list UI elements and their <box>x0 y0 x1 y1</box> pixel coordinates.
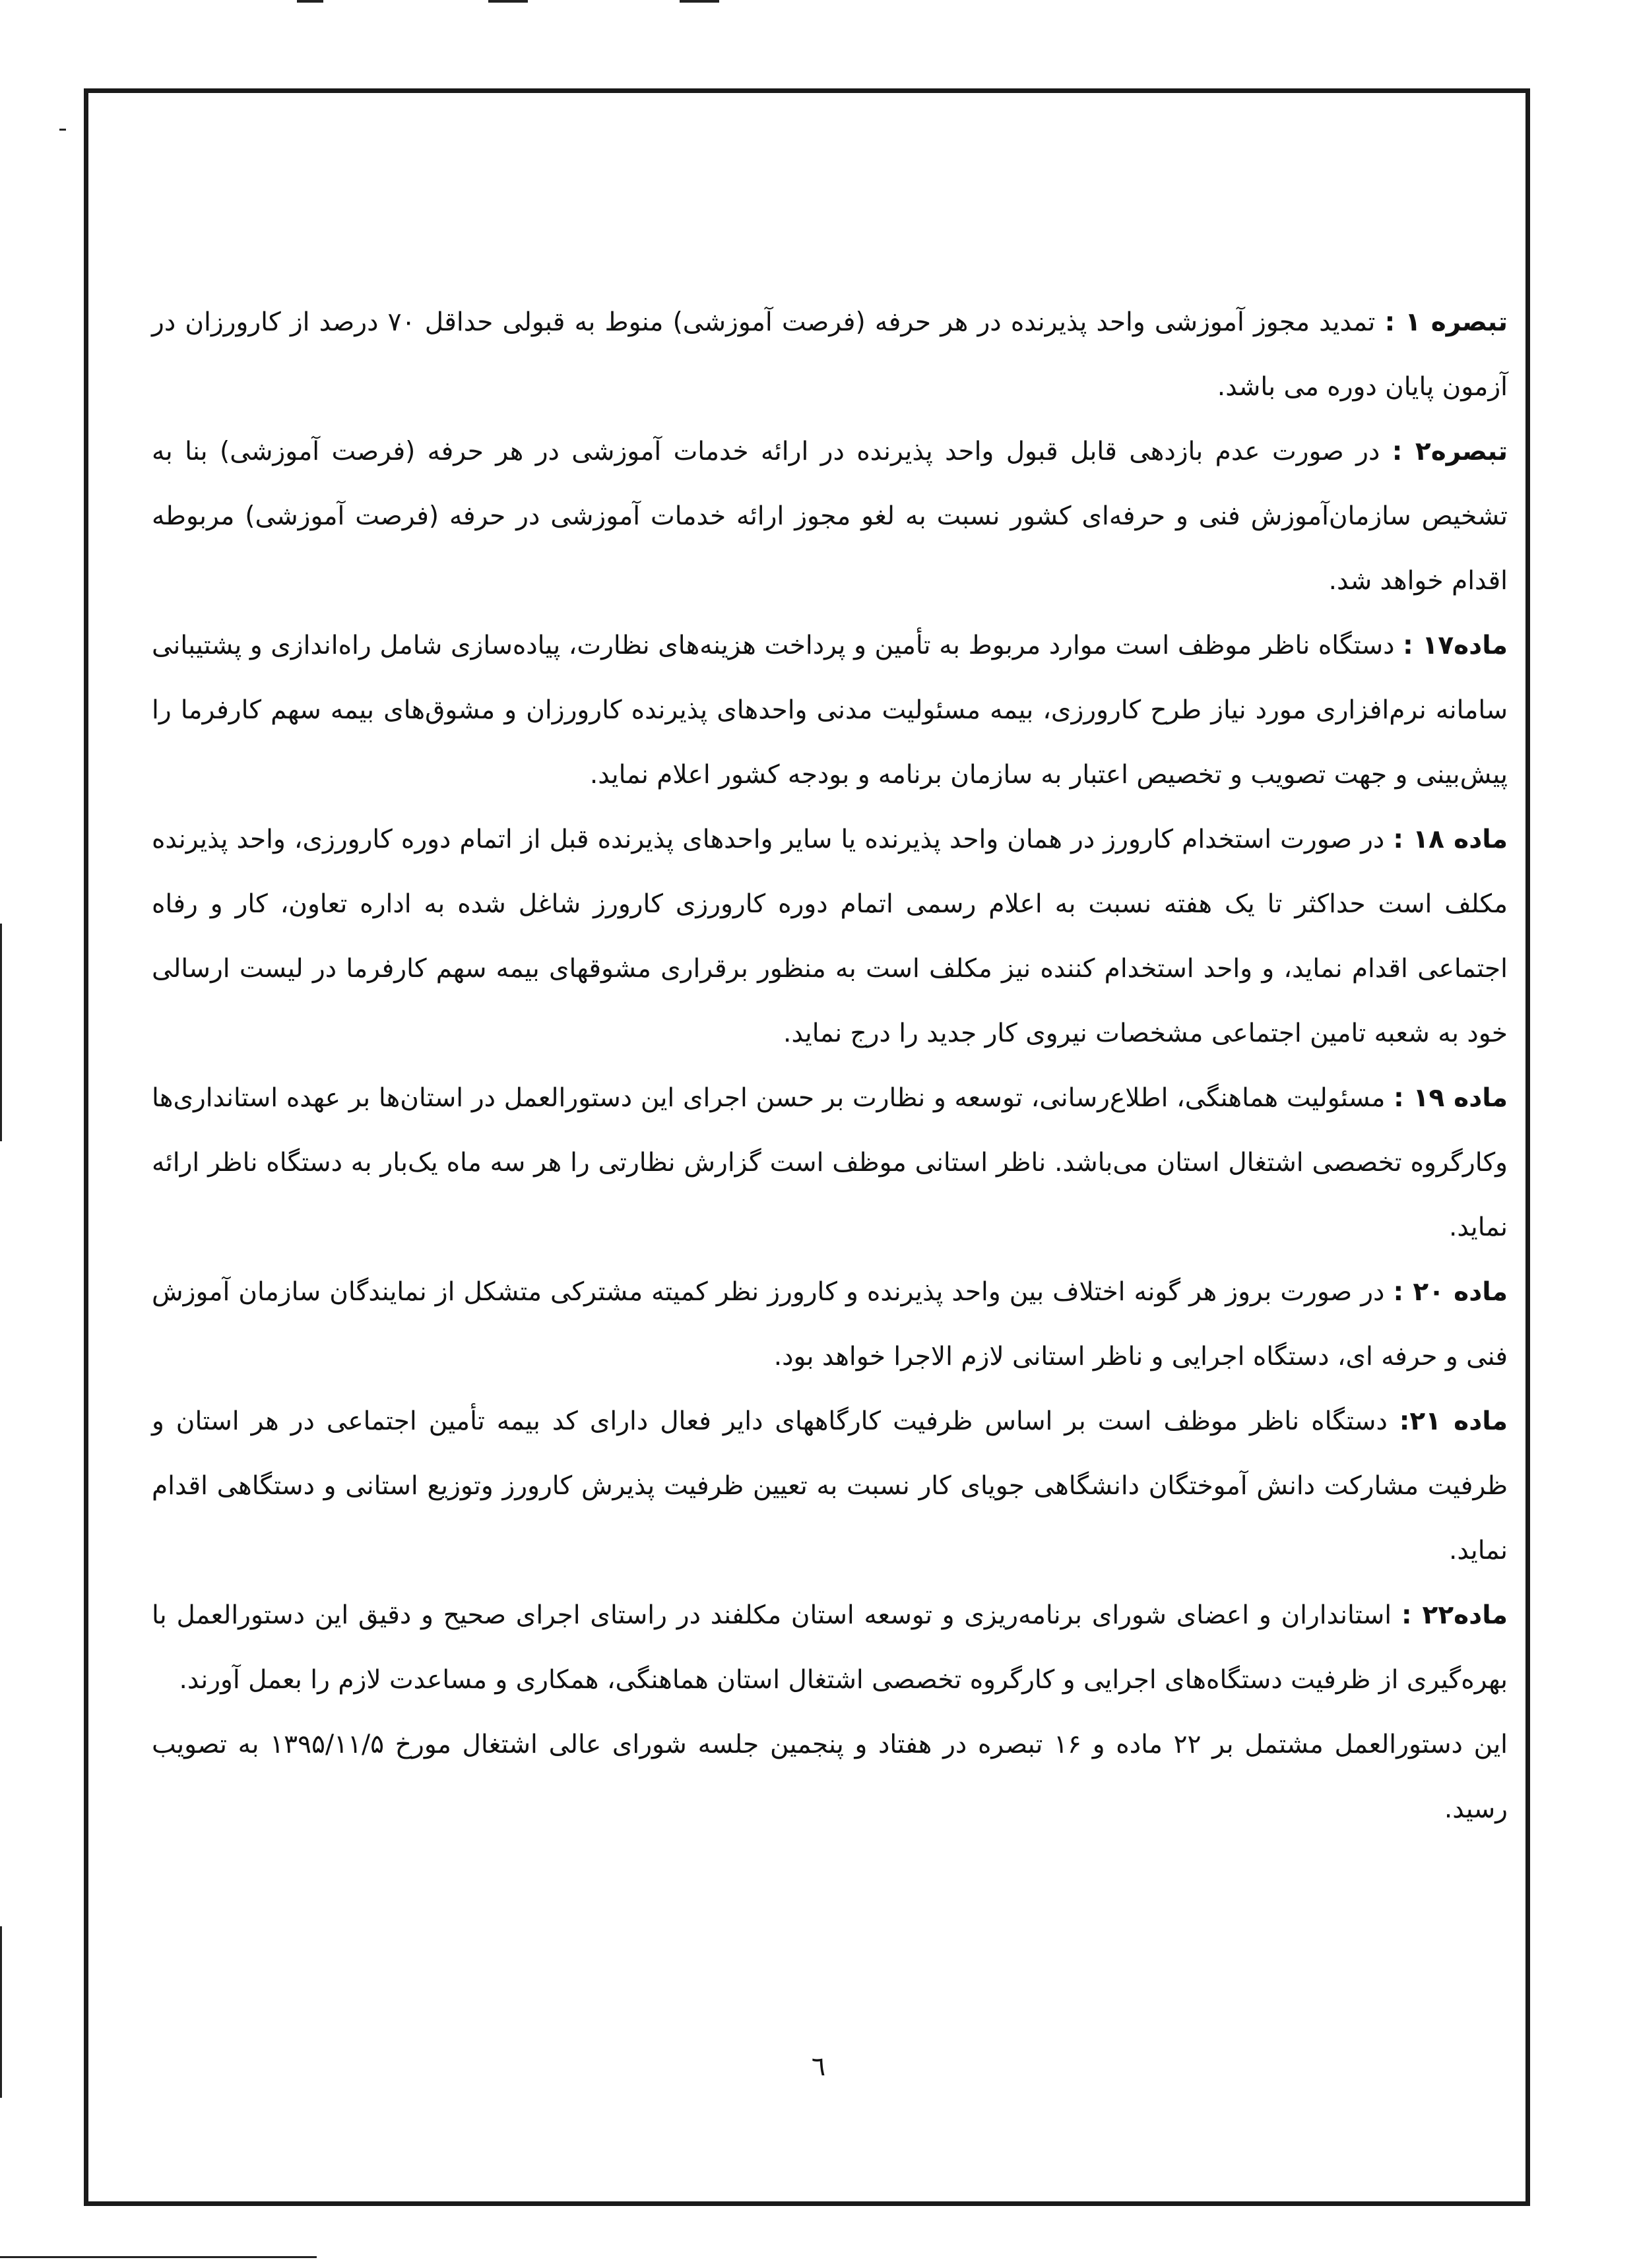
article-22 <box>152 1583 1508 1713</box>
article-19-text: مسئولیت هماهنگی، اطلاع‌رسانی، توسعه و نظارت بر حسن اجرای این دستورالعمل در استان‌ها بر عهده استانداری‌ها وکارگروه تخصصی اشتغال استان می‌باشد. ناظر استانی موظف است گزارش نظارتی را هر سه ماه یک‌بار به دستگاه ناظر ارائه نماید. <box>152 1083 1508 1242</box>
article-18 <box>152 807 1508 1066</box>
scan-mark-left <box>59 129 66 131</box>
article-19 <box>152 1066 1508 1260</box>
approval-statement-text: این دستورالعمل مشتمل بر ۲۲ ماده و ۱۶ تبصره در هفتاد و پنجمین جلسه شورای عالی اشتغال مورخ ۱۳۹۵/۱۱/۵ به تصویب رسید. <box>152 1730 1508 1824</box>
article-18-label: ماده ۱۸ : <box>1393 825 1508 854</box>
note-2 <box>152 420 1508 614</box>
article-18-text: در صورت استخدام کارورز در همان واحد پذیرنده یا سایر واحدهای پذیرنده قبل از اتمام دوره کارورزی، واحد پذیرنده مکلف است حداکثر تا یک هفته نسبت به اعلام رسمی اتمام دوره کارورزی کارورز شاغل شده به اداره تعاون، کار و رفاه اجتماعی اقدام نماید، و واحد استخدام کننده نیز مکلف است به منظور برقراری مشوقهای بیمه سهم کارفرما در لیست ارسالی خود به شعبه تامین اجتماعی مشخصات نیروی کار جدید را درج نماید. <box>152 825 1508 1048</box>
note-1-label: تبصره ۱ : <box>1384 307 1508 337</box>
scan-mark-left-edge-1 <box>0 924 2 1141</box>
approval-statement <box>152 1713 1508 1842</box>
article-22-label: ماده۲۲ : <box>1401 1600 1508 1630</box>
article-17-text: دستگاه ناظر موظف است موارد مربوط به تأمین و پرداخت هزینه‌های نظارت، پیاده‌سازی شامل راه‌اندازی و پشتیبانی سامانه نرم‌افزاری مورد نیاز طرح کارورزی، بیمه مسئولیت مدنی واحدهای پذیرنده کارورزان و مشوق‌های بیمه سهم کارفرما را پیش‌بینی و جهت تصویب و تخصیص اعتبار به سازمان برنامه و بودجه کشور اعلام نماید. <box>152 631 1508 790</box>
article-21-text: دستگاه ناظر موظف است بر اساس ظرفیت کارگاههای دایر فعال دارای کد بیمه تأمین اجتماعی در هر استان و ظرفیت مشارکت دانش آموختگان دانشگاهی جویای کار نسبت به تعیین ظرفیت پذیرش کارورز وتوزیع استانی و دستگاهی اقدام نماید. <box>152 1406 1508 1565</box>
article-17-label: ماده۱۷ : <box>1403 631 1508 660</box>
scan-mark-top-center <box>488 0 528 3</box>
article-17 <box>152 614 1508 807</box>
article-20 <box>152 1260 1508 1389</box>
article-20-label: ماده ۲۰ : <box>1393 1277 1508 1307</box>
article-19-label: ماده ۱۹ : <box>1394 1083 1508 1113</box>
scan-mark-top-left <box>297 0 323 3</box>
note-1-text: تمدید مجوز آموزشی واحد پذیرنده در هر حرفه (فرصت آموزشی) منوط به قبولی حداقل ۷۰ درصد از کارورزان در آزمون پایان دوره می باشد. <box>152 307 1508 402</box>
article-22-text: استانداران و اعضای شورای برنامه‌ریزی و توسعه استان مکلفند در راستای اجرای صحیح و دقیق این دستورالعمل با بهره‌گیری از ظرفیت دستگاه‌های اجرایی و کارگروه تخصصی اشتغال استان هماهنگی، همکاری و مساعدت لازم را بعمل آورند. <box>152 1600 1508 1695</box>
article-21-label: ماده ۲۱: <box>1399 1406 1508 1436</box>
page-number: ٦ <box>811 2052 826 2082</box>
article-21 <box>152 1389 1508 1583</box>
note-2-text: در صورت عدم بازدهی قابل قبول واحد پذیرنده در ارائه خدمات آموزشی در هر حرفه (فرصت آموزشی) بنا به تشخیص سازمان‌آموزش فنی و حرفه‌ای کشور نسبت به لغو مجوز ارائه خدمات آموزشی در حرفه (فرصت آموزشی) مربوطه اقدام خواهد شد. <box>152 437 1508 596</box>
scan-mark-top-right <box>680 0 719 3</box>
document-body <box>152 290 1508 1842</box>
note-2-label: تبصره۲ : <box>1392 437 1508 466</box>
article-20-text: در صورت بروز هر گونه اختلاف بین واحد پذیرنده و کارورز نظر کمیته مشترکی متشکل از نمایندگان سازمان آموزش فنی و حرفه ای، دستگاه اجرایی و ناظر استانی لازم الاجرا خواهد بود. <box>152 1277 1508 1371</box>
note-1 <box>152 290 1508 420</box>
scan-mark-bottom <box>0 2256 317 2258</box>
